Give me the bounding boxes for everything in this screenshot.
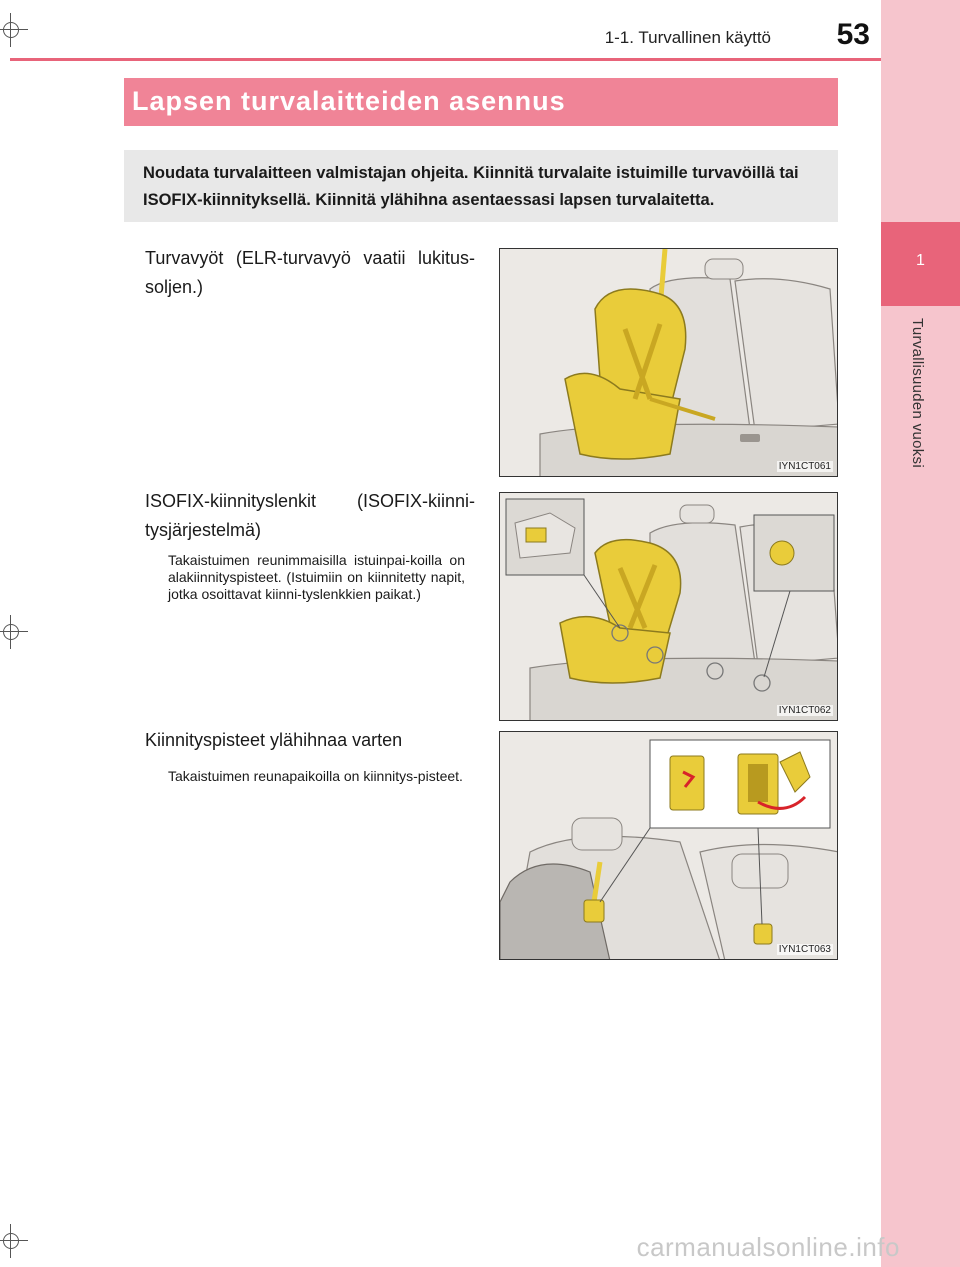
figure-3 (499, 731, 838, 960)
item-2-description: Takaistuimen reunimmaisilla istuinpai-koilla on alakiinnityspisteet. (Istuimiin on kiinnitetty napit, jotka osoittavat kiinni-tyslenkkien paikat.) (168, 552, 465, 602)
item-2-title: ISOFIX-kiinnityslenkit (ISOFIX-kiinni-tysjärjestelmä) (145, 491, 475, 540)
page-title: Lapsen turvalaitteiden asennus (132, 86, 566, 116)
page-number: 53 (836, 18, 870, 51)
intro-text: Noudata turvalaitteen valmistajan ohjeita. Kiinnitä turvalaite istuimille turvavöillä tai ISOFIX-kiinnityksellä. Kiinnitä ylähihna asentaessasi lapsen turvalaitetta. (143, 164, 799, 209)
figure-1-illustration (500, 249, 838, 477)
footer-watermark: carmanualsonline.info (636, 1232, 900, 1262)
figure-2 (499, 492, 838, 721)
item-3-description: Takaistuimen reunapaikoilla on kiinnitys-pisteet. (168, 768, 463, 784)
intro-box (124, 150, 838, 222)
figure-3-illustration (500, 732, 838, 960)
figure-2-illustration (500, 493, 838, 721)
item-1-title: Turvavyöt (ELR-turvavyö vaatii lukitus-soljen.) (145, 248, 475, 297)
crop-mark-top-left (0, 19, 22, 41)
chapter-side-tab (881, 0, 960, 1267)
figure-2-code: IYN1CT062 (778, 705, 831, 716)
header-section-title: 1-1. Turvallinen käyttö (604, 28, 771, 47)
figure-1 (499, 248, 838, 477)
header-rule (10, 58, 881, 61)
chapter-number: 1 (916, 252, 925, 269)
chapter-title: Turvallisuuden vuoksi (909, 318, 926, 468)
crop-mark-mid-left (0, 621, 22, 643)
item-3-title: Kiinnityspisteet ylähihnaa varten (145, 730, 403, 750)
title-banner (124, 78, 838, 126)
figure-1-code: IYN1CT061 (778, 461, 831, 472)
crop-mark-bottom-left (0, 1230, 22, 1252)
figure-3-code: IYN1CT063 (778, 944, 831, 955)
